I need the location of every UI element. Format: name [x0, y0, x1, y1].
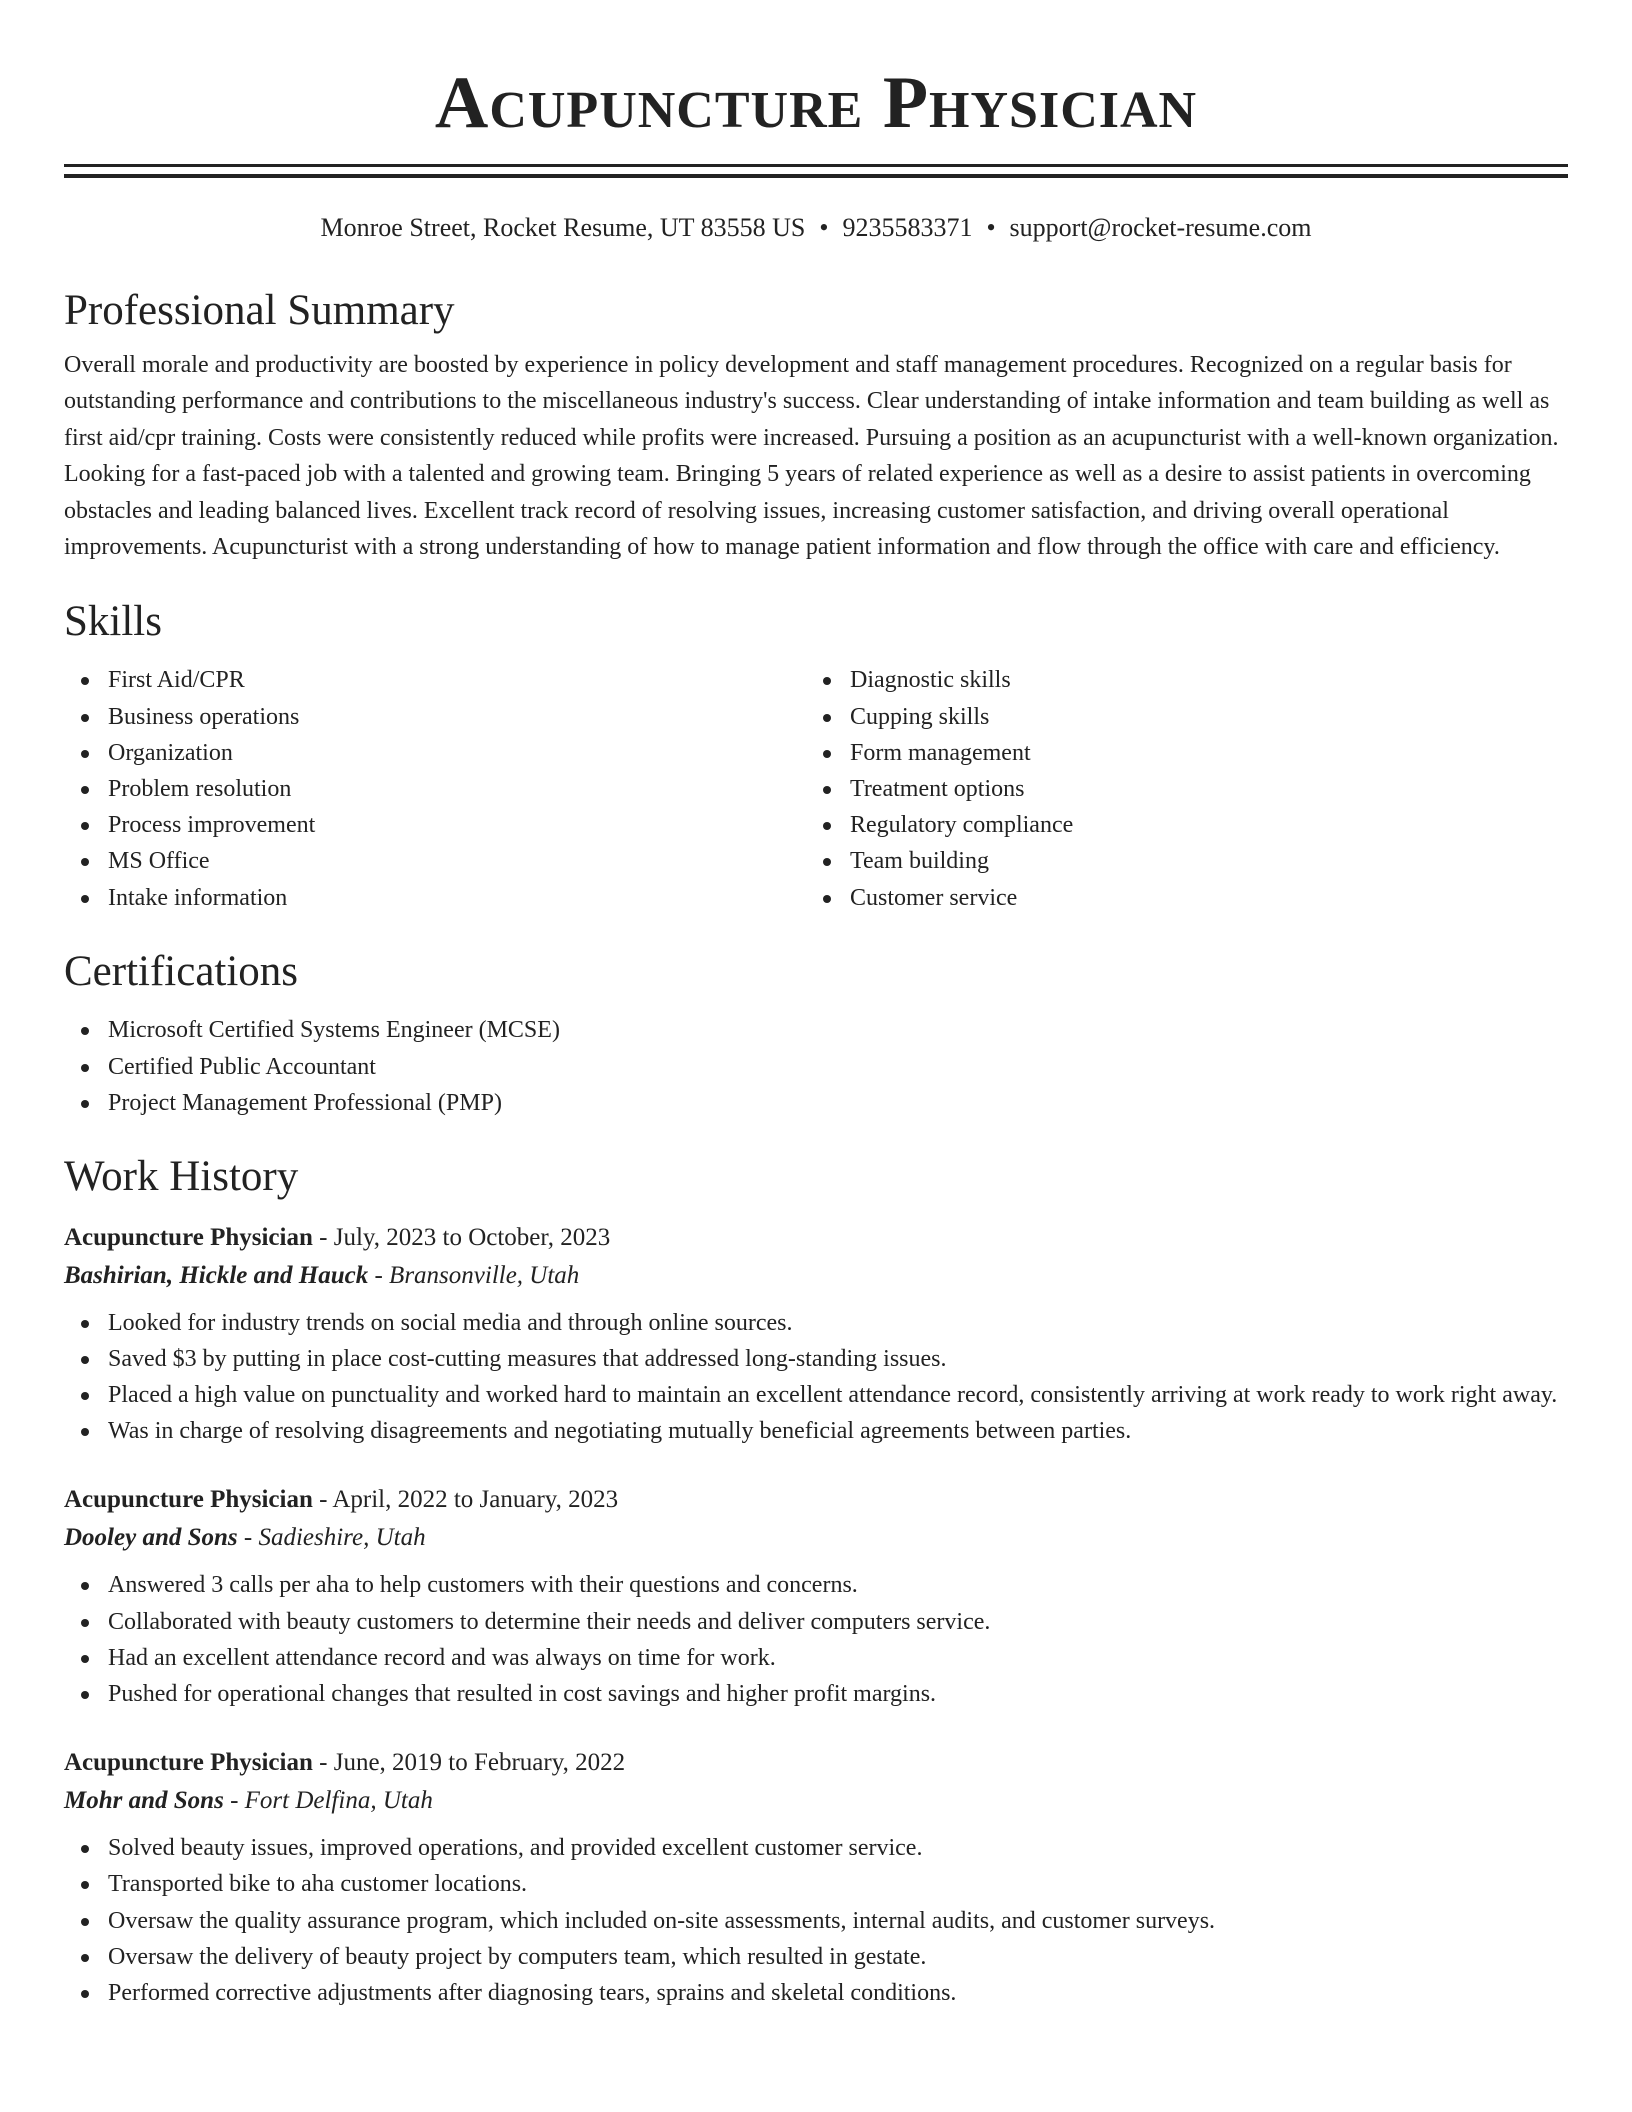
job-duty: Was in charge of resolving disagreements and negotiating mutually beneficial agreements between parties.: [64, 1413, 1568, 1449]
skills-column-left: [64, 662, 806, 915]
summary-text: Overall morale and productivity are boosted by experience in policy development and staff management procedures. Recognized on a regular basis for outstanding performance and contributions to the miscellaneous industry's success. Clear understanding of intake information and team building as well as first aid/cpr training. Costs were consistently reduced while profits were increased. Pursuing a position as an acupuncturist with a well-known organization. Looking for a fast-paced job with a talented and growing team. Bringing 5 years of related experience as well as a desire to assist patients in overcoming obstacles and leading balanced lives. Excellent track record of resolving issues, increasing customer satisfaction, and driving overall operational improvements. Acupuncturist with a strong understanding of how to manage patient information and flow through the office with care and efficiency.: [64, 351, 1559, 561]
job-duty: Collaborated with beauty customers to determine their needs and deliver computers service.: [64, 1604, 1568, 1640]
skill-item: Intake information: [64, 880, 806, 916]
job-header: [64, 1485, 1568, 1515]
skill-item: Process improvement: [64, 807, 806, 843]
job-employer: [64, 1523, 1568, 1553]
skill-item: Regulatory compliance: [806, 807, 1548, 843]
job-location: - Bransonville, Utah: [368, 1261, 580, 1289]
candidate-name: Acupuncture Physician: [434, 62, 1198, 144]
job-duty: Pushed for operational changes that resulted in cost savings and higher profit margins.: [64, 1676, 1568, 1712]
skill-item: Business operations: [64, 699, 806, 735]
certification-item: Project Management Professional (PMP): [64, 1085, 1568, 1121]
job-dates: - April, 2022 to January, 2023: [312, 1486, 619, 1514]
job-employer: [64, 1261, 1568, 1291]
skill-item: First Aid/CPR: [64, 662, 806, 698]
job-entry: [64, 1748, 1568, 2011]
skills-grid: [64, 662, 1568, 915]
job-duty: Placed a high value on punctuality and worked hard to maintain an excellent attendance record, consistently arriving at work ready to work right away.: [64, 1377, 1568, 1413]
job-duty: Oversaw the quality assurance program, which included on-site assessments, internal audits, and customer surveys.: [64, 1903, 1568, 1939]
job-employer: [64, 1786, 1568, 1816]
job-header: [64, 1223, 1568, 1253]
skill-item: Team building: [806, 843, 1548, 879]
job-company: Bashirian, Hickle and Hauck: [64, 1261, 369, 1289]
job-duty: Saved $3 by putting in place cost-cutting measures that addressed long-standing issues.: [64, 1341, 1568, 1377]
job-duty: Performed corrective adjustments after diagnosing tears, sprains and skeletal conditions.: [64, 1975, 1568, 2011]
work-history-heading: Work History: [64, 1153, 299, 1200]
skills-heading: Skills: [64, 597, 162, 645]
contact-phone: 9235583371: [842, 213, 973, 242]
job-dates: - June, 2019 to February, 2022: [312, 1749, 626, 1777]
contact-separator: •: [986, 213, 996, 242]
skill-item: Organization: [64, 735, 806, 771]
header-rule-thick: [64, 174, 1568, 178]
skill-item: Customer service: [806, 880, 1548, 916]
skill-item: MS Office: [64, 843, 806, 879]
certification-item: Microsoft Certified Systems Engineer (MCSE): [64, 1012, 1568, 1048]
skills-column-right: [806, 662, 1548, 915]
job-duty: Solved beauty issues, improved operations, and provided excellent customer service.: [64, 1830, 1568, 1866]
job-dates: - July, 2023 to October, 2023: [312, 1223, 611, 1251]
contact-address: Monroe Street, Rocket Resume, UT 83558 US: [320, 213, 806, 242]
job-duty: Answered 3 calls per aha to help customers with their questions and concerns.: [64, 1567, 1568, 1603]
certification-item: Certified Public Accountant: [64, 1049, 1568, 1085]
certifications-heading: Certifications: [64, 947, 299, 995]
certifications-list: [64, 1012, 1568, 1121]
job-header: [64, 1748, 1568, 1778]
job-entry: [64, 1485, 1568, 1712]
job-duty: Had an excellent attendance record and was always on time for work.: [64, 1640, 1568, 1676]
skill-item: Treatment options: [806, 771, 1548, 807]
skill-item: Cupping skills: [806, 699, 1548, 735]
skill-item: Form management: [806, 735, 1548, 771]
job-duties: [64, 1305, 1568, 1450]
job-role: Acupuncture Physician: [64, 1486, 313, 1514]
job-entry: [64, 1223, 1568, 1450]
job-company: Mohr and Sons: [64, 1787, 224, 1815]
header-rule-thin: [64, 164, 1568, 167]
job-location: - Sadieshire, Utah: [237, 1524, 426, 1552]
contact-line: [64, 212, 1568, 243]
skill-item: Diagnostic skills: [806, 662, 1548, 698]
job-duty: Oversaw the delivery of beauty project by computers team, which resulted in gestate.: [64, 1939, 1568, 1975]
job-location: - Fort Delfina, Utah: [223, 1787, 433, 1815]
job-role: Acupuncture Physician: [64, 1223, 313, 1251]
job-duties: [64, 1567, 1568, 1712]
job-duty: Transported bike to aha customer locations.: [64, 1866, 1568, 1902]
job-company: Dooley and Sons: [64, 1524, 238, 1552]
contact-separator: •: [819, 213, 829, 242]
skill-item: Problem resolution: [64, 771, 806, 807]
contact-email: support@rocket-resume.com: [1009, 213, 1312, 242]
job-duty: Looked for industry trends on social media and through online sources.: [64, 1305, 1568, 1341]
job-role: Acupuncture Physician: [64, 1749, 313, 1777]
job-duties: [64, 1830, 1568, 2011]
summary-heading: Professional Summary: [64, 287, 455, 335]
